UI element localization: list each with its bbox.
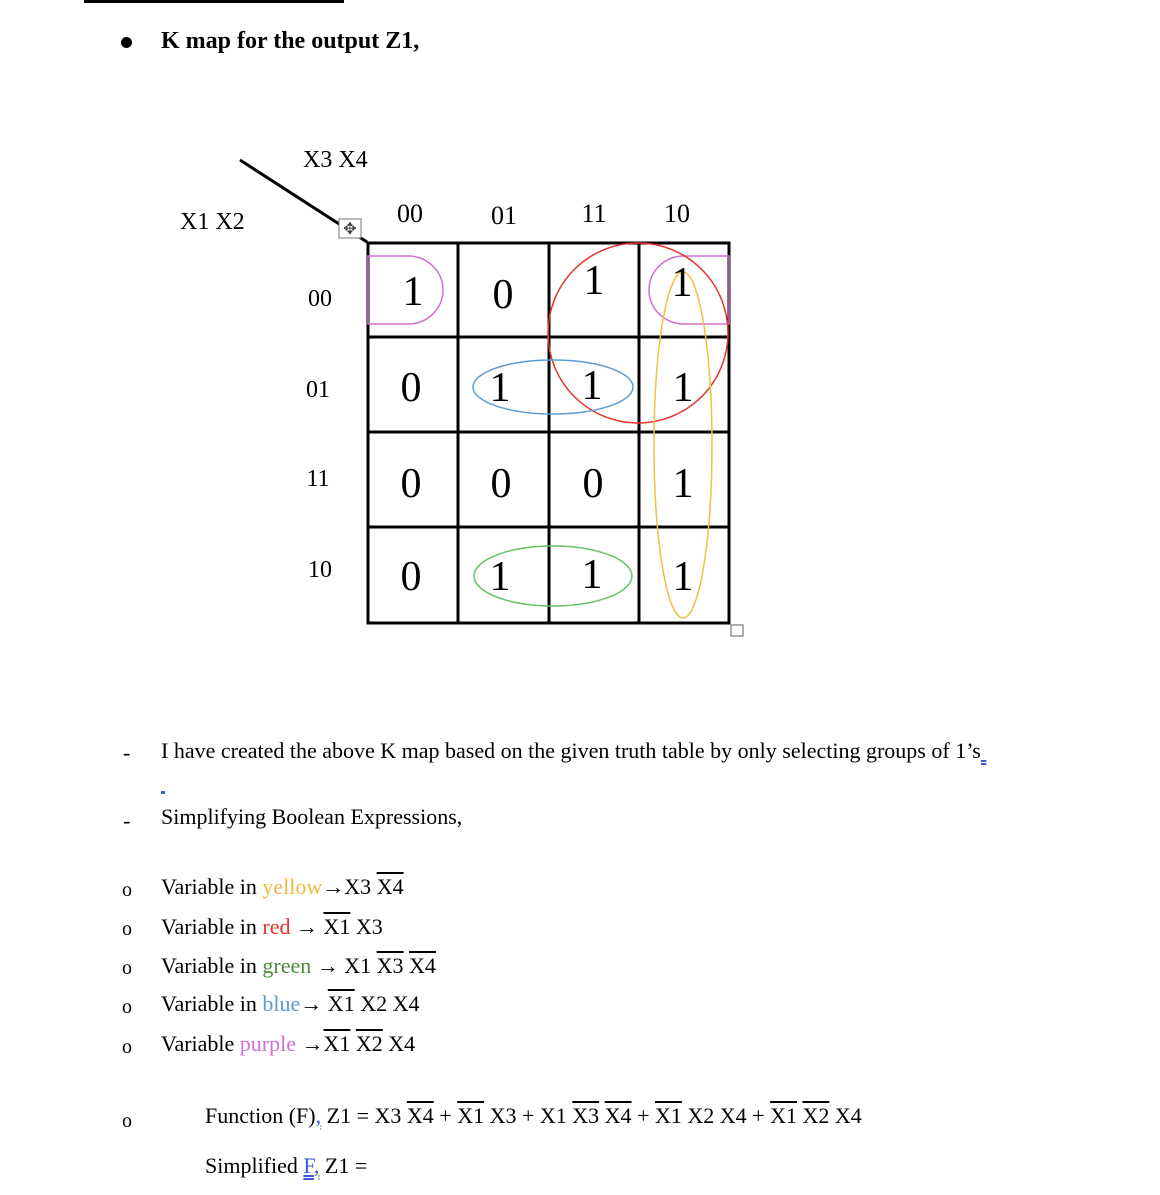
kmap-cell: 0 xyxy=(400,554,422,600)
expr-variable: X2 xyxy=(355,1031,383,1056)
expr-variable: X4 xyxy=(388,1031,416,1056)
kmap-cell: 1 xyxy=(581,363,603,409)
kmap-row-header: 01 xyxy=(306,377,330,403)
kmap-row-header: 10 xyxy=(308,557,332,583)
expr-variable: X4 xyxy=(406,1103,434,1128)
expr-variable: X4 xyxy=(604,1103,632,1128)
expr-variable: X1 xyxy=(539,1103,567,1128)
kmap-cell: 0 xyxy=(400,365,422,411)
kmap-col-header: 01 xyxy=(491,201,517,230)
list-marker: o xyxy=(122,996,132,1018)
expr-variable: X2 xyxy=(687,1103,715,1128)
paragraph-trailing-space xyxy=(981,738,987,763)
expr-variable: X3 xyxy=(376,953,404,978)
kmap-row-var-label: X1 X2 xyxy=(180,209,245,235)
expr-blue xyxy=(328,991,420,1016)
kmap-cell: 0 xyxy=(582,461,604,507)
section-title: K map for the output Z1, xyxy=(161,28,420,54)
paragraph-mark xyxy=(161,791,165,794)
kmap-cell: 1 xyxy=(489,365,511,411)
table-resize-handle xyxy=(731,625,743,636)
kmap-cell: 0 xyxy=(492,272,514,318)
kmap-cell: 1 xyxy=(489,554,511,600)
expr-variable: X1 xyxy=(457,1103,485,1128)
expr-variable: X4 xyxy=(409,953,436,978)
expr-variable: X1 xyxy=(327,991,355,1016)
kmap-col-header: 00 xyxy=(397,199,423,228)
list-item: Variable in red → X1 X3 xyxy=(161,914,383,939)
expr-variable: X1 xyxy=(770,1103,797,1128)
expr-variable: X3 xyxy=(355,914,383,939)
kmap-row-header: 00 xyxy=(308,286,332,312)
dash-bullet: - xyxy=(123,740,131,765)
expr-variable: X1 xyxy=(323,914,351,939)
function-line: Function (F), Z1 = X3 X4 + X1 X3 + X1 X3 X4 + X1 X2 X4 + X1 X2 X4 xyxy=(205,1103,862,1128)
kmap-cell: 1 xyxy=(581,552,603,598)
kmap-col-var-label: X3 X4 xyxy=(303,147,368,173)
kmap-cell: 1 xyxy=(672,554,694,600)
list-item: Variable in yellow→X3 X4 xyxy=(161,874,404,899)
list-marker: o xyxy=(122,1036,132,1058)
expr-variable: X3 xyxy=(374,1103,402,1128)
kmap-row-header: 11 xyxy=(306,466,330,492)
paragraph-simplifying: Simplifying Boolean Expressions, xyxy=(161,804,463,829)
expr-variable: X1 xyxy=(654,1103,682,1128)
expr-variable: X1 xyxy=(323,1031,351,1056)
simplified-line: Simplified F, Z1 = xyxy=(205,1153,368,1178)
list-item: Variable purple →X1 X2 X4 xyxy=(161,1031,416,1056)
kmap-cell: 1 xyxy=(583,258,605,304)
function-expression: X3 X4 + X1 X3 + X1 X3 X4 + X1 X2 X4 + X1 X2 X4 xyxy=(374,1103,862,1128)
paragraph-kmap-note xyxy=(161,738,986,764)
expr-red xyxy=(324,914,383,939)
list-item: Variable in green → X1 X3 X4 xyxy=(161,953,436,978)
dash-bullet: - xyxy=(123,808,131,833)
kmap-cell: 0 xyxy=(490,461,512,507)
expr-green xyxy=(344,953,436,978)
svg-text:✥: ✥ xyxy=(343,219,357,238)
list-marker: o xyxy=(122,879,132,901)
kmap-col-header: 11 xyxy=(581,199,607,228)
kmap-cell: 1 xyxy=(671,260,693,306)
kmap-cell: 1 xyxy=(402,269,424,315)
expr-yellow xyxy=(344,874,403,899)
expr-variable: X3 xyxy=(489,1103,517,1128)
expr-variable: X4 xyxy=(376,874,404,899)
kmap-col-header: 10 xyxy=(664,199,690,228)
expr-variable: X4 xyxy=(719,1103,747,1128)
expr-variable: X3 xyxy=(572,1103,600,1128)
expr-variable: X2 xyxy=(360,991,388,1016)
expr-variable: X2 xyxy=(802,1103,830,1128)
list-item: Variable in blue→ X1 X2 X4 xyxy=(161,991,420,1016)
kmap-cell: 0 xyxy=(400,461,422,507)
paragraph-text: I have created the above K map based on the given truth table by only selecting groups of 1’s xyxy=(161,738,981,763)
list-marker: o xyxy=(122,957,132,979)
expr-variable: X1 xyxy=(344,953,372,978)
kmap-cell: 1 xyxy=(672,461,694,507)
list-marker: o xyxy=(122,918,132,940)
expr-variable: X3 xyxy=(344,874,372,899)
expr-variable: X4 xyxy=(834,1103,862,1128)
expr-variable: X4 xyxy=(392,991,420,1016)
kmap-cell: 1 xyxy=(672,365,694,411)
expr-purple xyxy=(324,1031,416,1056)
list-marker: o xyxy=(122,1110,132,1132)
